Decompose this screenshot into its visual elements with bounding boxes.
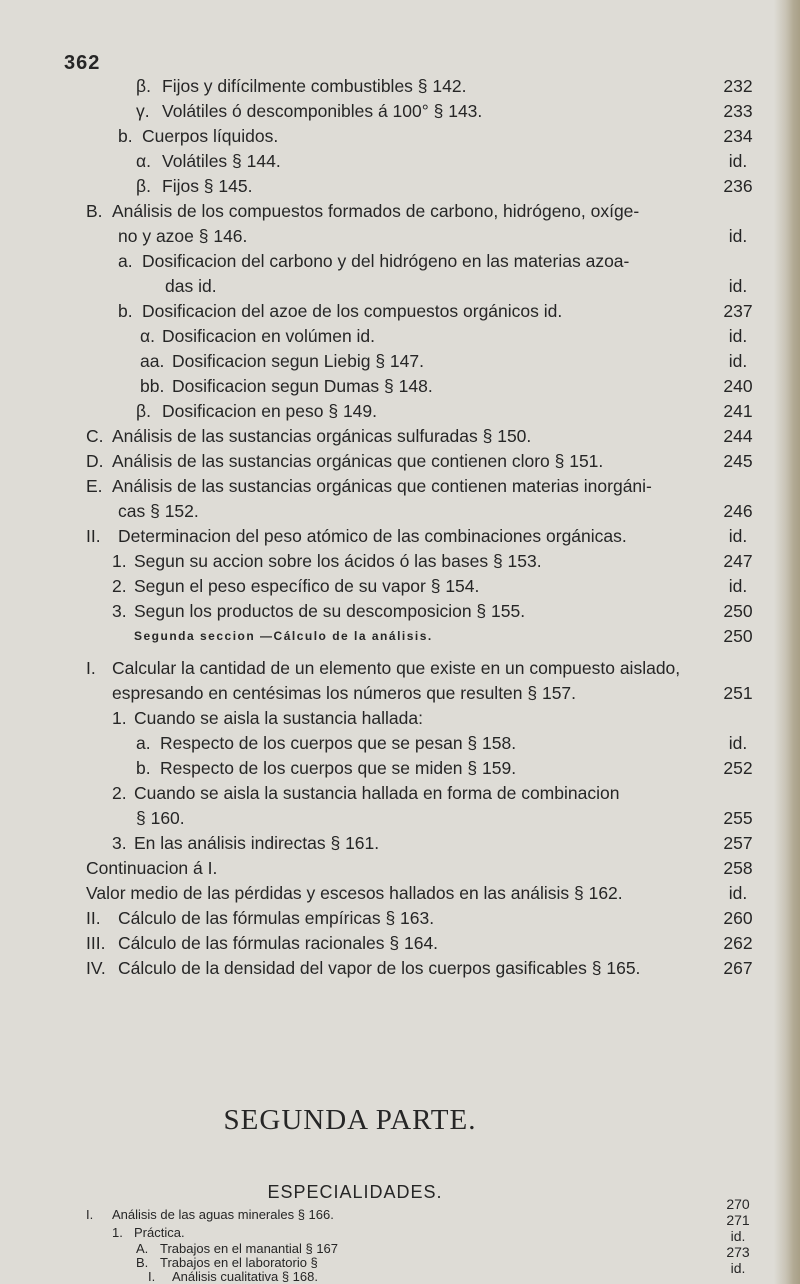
toc-entry (0, 856, 800, 880)
entry-page: 257 (723, 833, 753, 853)
entry-page: 233 (723, 101, 753, 121)
entry-text: Volátiles ó descomponibles á 100° § 143. (162, 101, 483, 121)
entry-marker: I. (148, 1269, 156, 1284)
toc-entry (0, 956, 800, 980)
toc-entry (0, 349, 800, 373)
entry-text: cas § 152. (118, 501, 199, 521)
part-subtitle: ESPECIALIDADES. (267, 1182, 443, 1202)
entry-page: id. (728, 226, 748, 246)
toc-entry (0, 931, 800, 955)
entry-marker: a. (118, 251, 133, 271)
entry-marker: γ. (136, 101, 150, 121)
entry-marker: b. (118, 301, 133, 321)
toc-entry (0, 74, 800, 98)
entry-page: id. (728, 526, 748, 546)
entry-page: id. (730, 1260, 746, 1276)
entry-page: 262 (723, 933, 753, 953)
toc-entry (0, 881, 800, 905)
toc-entry (0, 781, 800, 805)
entry-text: Cuando se aisla la sustancia hallada en forma de combinacion (134, 783, 620, 803)
entry-text: Análisis de los compuestos formados de carbono, hidrógeno, oxíge- (112, 201, 640, 221)
entry-marker: II. (86, 526, 101, 546)
entry-text: Práctica. (134, 1225, 185, 1240)
entry-text: Análisis de las aguas minerales § 166. (112, 1207, 334, 1222)
toc-page-ref (0, 1260, 800, 1276)
entry-marker: b. (118, 126, 133, 146)
entry-text: Cálculo de la densidad del vapor de los cuerpos gasificables § 165. (118, 958, 641, 978)
toc-entry (0, 374, 800, 398)
toc-section-heading (0, 624, 800, 648)
entry-text: Respecto de los cuerpos que se miden § 159. (160, 758, 517, 778)
entry-marker: 3. (112, 833, 127, 853)
toc-entry (0, 681, 800, 705)
entry-text: Segun su accion sobre los ácidos ó las bases § 153. (134, 551, 542, 571)
entry-marker: II. (86, 908, 101, 928)
entry-marker: IV. (86, 958, 106, 978)
entry-text: Dosificacion en volúmen id. (162, 326, 376, 346)
entry-marker: I. (86, 1207, 94, 1222)
entry-text: Dosificacion segun Liebig § 147. (172, 351, 424, 371)
entry-marker: bb. (140, 376, 165, 396)
entry-text: espresando en centésimas los números que resulten § 157. (112, 683, 577, 703)
entry-text: Respecto de los cuerpos que se pesan § 158. (160, 733, 517, 753)
entry-page: id. (728, 326, 748, 346)
entry-page: id. (728, 733, 748, 753)
entry-marker: 1. (112, 708, 127, 728)
toc-page-ref (0, 1225, 800, 1244)
entry-page: 236 (723, 176, 753, 196)
entry-marker: 2. (112, 576, 127, 596)
entry-text: Segun el peso específico de su vapor § 154. (134, 576, 480, 596)
entry-marker: 1. (112, 1225, 123, 1240)
toc-entry (0, 831, 800, 855)
toc-page-ref (0, 1212, 800, 1228)
entry-text: Volátiles § 144. (162, 151, 281, 171)
entry-marker: 3. (112, 601, 127, 621)
entry-text: Cálculo de las fórmulas empíricas § 163. (118, 908, 435, 928)
toc-entry (0, 324, 800, 348)
entry-text: Dosificacion en peso § 149. (162, 401, 377, 421)
toc-entry (0, 249, 800, 273)
toc-page-ref (0, 1241, 800, 1260)
toc-entry (0, 174, 800, 198)
entry-text: Dosificacion del carbono y del hidrógeno en las materias azoa- (142, 251, 630, 271)
toc-entry (0, 149, 800, 173)
entry-marker: III. (86, 933, 106, 953)
entry-text: no y azoe § 146. (118, 226, 248, 246)
entry-page: 247 (723, 551, 753, 571)
page-number: 362 (64, 52, 101, 74)
toc-entry (0, 474, 800, 498)
entry-text: Continuacion á I. (86, 858, 218, 878)
entry-text: En las análisis indirectas § 161. (134, 833, 380, 853)
entry-text: das id. (165, 276, 217, 296)
toc-entry (0, 424, 800, 448)
entry-marker: b. (136, 758, 151, 778)
entry-page: 258 (723, 858, 753, 878)
entry-marker: 2. (112, 783, 127, 803)
entry-page: 255 (723, 808, 753, 828)
entry-text: Análisis de las sustancias orgánicas que contienen cloro § 151. (112, 451, 604, 471)
entry-text: § 160. (136, 808, 185, 828)
entry-text: Trabajos en el manantial § 167 (160, 1241, 339, 1256)
entry-page: 241 (723, 401, 753, 421)
entry-text: Cuerpos líquidos. (142, 126, 279, 146)
entry-text: Fijos y difícilmente combustibles § 142. (162, 76, 467, 96)
toc-entry (0, 524, 800, 548)
entry-page: id. (728, 276, 748, 296)
toc-entry (0, 731, 800, 755)
entry-marker: α. (136, 151, 151, 171)
entry-text: Cuando se aisla la sustancia hallada: (134, 708, 423, 728)
entry-text: Cálculo de las fórmulas racionales § 164. (118, 933, 439, 953)
entry-marker: β. (136, 176, 151, 196)
toc-entry (0, 274, 800, 298)
entry-page: id. (728, 151, 748, 171)
entry-page: 270 (726, 1196, 750, 1212)
entry-marker: C. (86, 426, 104, 446)
entry-page: 244 (723, 426, 753, 446)
entry-marker: β. (136, 401, 151, 421)
entry-marker: B. (86, 201, 103, 221)
toc-entry (0, 399, 800, 423)
toc-entry (0, 906, 800, 930)
toc-entry (0, 499, 800, 523)
entry-page: 240 (723, 376, 753, 396)
toc-entry (0, 199, 800, 223)
entry-page: id. (730, 1228, 746, 1244)
entry-text: Análisis cualitativa § 168. (172, 1269, 318, 1284)
entry-page: 251 (723, 683, 753, 703)
toc-entry (0, 124, 800, 148)
toc-entry (0, 299, 800, 323)
entry-text: Fijos § 145. (162, 176, 253, 196)
entry-page: 237 (723, 301, 753, 321)
toc-entry (0, 756, 800, 780)
entry-marker: β. (136, 76, 151, 96)
entry-page: 252 (723, 758, 753, 778)
entry-marker: E. (86, 476, 103, 496)
section-caption: Segunda seccion —Cálculo de la análisis. (134, 629, 433, 643)
entry-marker: B. (136, 1255, 149, 1270)
toc-entry (0, 224, 800, 248)
toc-entry (0, 549, 800, 573)
entry-page: 232 (723, 76, 753, 96)
entry-page: 260 (723, 908, 753, 928)
entry-marker: 1. (112, 551, 127, 571)
entry-text: Determinacion del peso atómico de las combinaciones orgánicas. (118, 526, 627, 546)
entry-marker: A. (136, 1241, 149, 1256)
entry-text: Análisis de las sustancias orgánicas sulfuradas § 150. (112, 426, 532, 446)
entry-text: Trabajos en el laboratorio § (160, 1255, 318, 1270)
entry-page: id. (728, 576, 748, 596)
entry-text: Dosificacion segun Dumas § 148. (172, 376, 433, 396)
entry-marker: α. (140, 326, 155, 346)
entry-marker: D. (86, 451, 104, 471)
toc-entry (0, 449, 800, 473)
entry-text: Análisis de las sustancias orgánicas que contienen materias inorgáni- (112, 476, 652, 496)
toc-entry (0, 806, 800, 830)
entry-page: 234 (723, 126, 753, 146)
entry-marker: a. (136, 733, 151, 753)
entry-page: 271 (726, 1212, 750, 1228)
entry-marker: I. (86, 658, 96, 678)
entry-page: id. (728, 883, 748, 903)
entry-page: 250 (723, 626, 753, 646)
entry-page: 246 (723, 501, 753, 521)
entry-page: 267 (723, 958, 753, 978)
entry-page: 273 (726, 1244, 750, 1260)
toc-entry (0, 99, 800, 123)
entry-text: Dosificacion del azoe de los compuestos orgánicos id. (142, 301, 563, 321)
entry-page: 245 (723, 451, 753, 471)
entry-page: id. (728, 351, 748, 371)
entry-text: Calcular la cantidad de un elemento que existe en un compuesto aislado, (112, 658, 681, 678)
entry-page: 250 (723, 601, 753, 621)
entry-text: Valor medio de las pérdidas y escesos hallados en las análisis § 162. (86, 883, 623, 903)
toc-entry (0, 656, 800, 680)
part-title: SEGUNDA PARTE. (223, 1104, 477, 1136)
toc-entry (0, 574, 800, 598)
entry-text: Segun los productos de su descomposicion § 155. (134, 601, 526, 621)
entry-marker: aa. (140, 351, 165, 371)
toc-entry (0, 706, 800, 730)
toc-entry (0, 599, 800, 623)
